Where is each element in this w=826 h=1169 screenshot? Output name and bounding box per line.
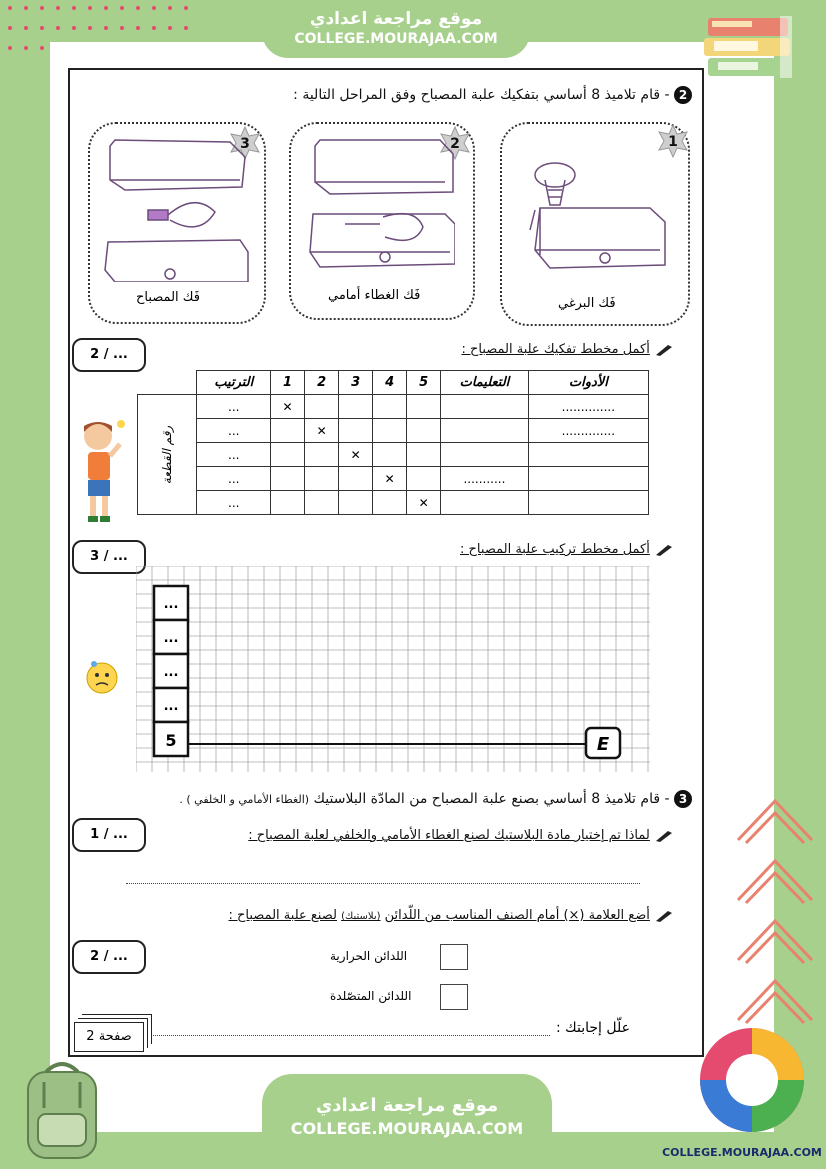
decorative-dot [104, 6, 108, 10]
decorative-dot [136, 26, 140, 30]
step-caption-3: فَك المصباح [136, 290, 200, 305]
table-row [138, 419, 649, 443]
footer-site-arabic: موقع مراجعة اعدادي [315, 1095, 499, 1116]
task-why-plastic-label: لماذا تم إختيار مادة البلاستيك لصنع الغطاء الأمامي والخلفي لعلبة المصباح : [248, 828, 650, 843]
assembly-cell-4: ... [163, 699, 179, 714]
instr-cell[interactable]: ........... [441, 467, 528, 491]
decorative-dot [152, 26, 156, 30]
decorative-dot [72, 26, 76, 30]
x-mark: ✕ [305, 419, 339, 443]
task-mark-type-row [229, 908, 674, 923]
decorative-dot [24, 26, 28, 30]
logo-caption[interactable]: COLLEGE.MOURAJAA.COM [662, 1146, 822, 1159]
thinking-emoji-icon [84, 660, 120, 696]
lamp-box-bulb-illustration [100, 132, 250, 282]
decorative-dot [88, 6, 92, 10]
site-logo-wheel [694, 1024, 816, 1142]
decorative-dot [40, 46, 44, 50]
decorative-dot [24, 46, 28, 50]
header-site-arabic: موقع مراجعة اعدادي [309, 9, 483, 29]
col-order: الترتيب [197, 371, 271, 395]
decorative-dot [8, 46, 12, 50]
answer-line-justify[interactable] [150, 1034, 550, 1036]
table-row [138, 491, 649, 515]
chevron-decoration [732, 795, 818, 1055]
decorative-dot [168, 26, 172, 30]
step-num-3: 3 [240, 136, 250, 152]
assembly-grid [136, 566, 650, 772]
q3-title: قام تلاميذ 8 أساسي بصنع علبة المصباح من المادّة البلاستيك [313, 791, 661, 807]
decorative-dot [24, 6, 28, 10]
decorative-dot [184, 26, 188, 30]
tools-cell[interactable] [528, 443, 648, 467]
instr-cell[interactable] [441, 395, 528, 419]
step-caption-1: فَك البرغي [558, 296, 616, 311]
step-num-2: 2 [450, 136, 460, 152]
col-instructions: التعليمات [441, 371, 528, 395]
task-mark-type-end: لصنع علبة المصباح : [228, 908, 337, 923]
decorative-dot [40, 26, 44, 30]
x-mark: ✕ [373, 467, 407, 491]
task-disassembly-row [461, 342, 674, 357]
option-thermoset: اللدائن المتصّلدة [330, 989, 412, 1003]
header-site-url[interactable]: COLLEGE.MOURAJAA.COM [294, 31, 498, 47]
table-row [138, 395, 649, 419]
side-label: رقم القطعة [160, 425, 175, 484]
pencil-icon [654, 909, 674, 923]
tools-cell[interactable] [528, 467, 648, 491]
task-why-plastic-row [248, 828, 674, 843]
instr-cell[interactable] [441, 419, 528, 443]
q2-title-row [293, 86, 692, 104]
answer-line-why[interactable] [126, 882, 640, 884]
decorative-dot [152, 6, 156, 10]
col-1: 1 [271, 371, 305, 395]
instr-cell[interactable] [441, 491, 528, 515]
footer-site-url[interactable]: COLLEGE.MOURAJAA.COM [290, 1119, 524, 1138]
decorative-dot [8, 6, 12, 10]
tools-cell[interactable]: .............. [528, 395, 648, 419]
q2-title: قام تلاميذ 8 أساسي بتفكيك علبة المصباح وفق المراحل التالية : [293, 87, 661, 103]
q2-dash: - [660, 87, 670, 103]
tools-cell[interactable] [528, 491, 648, 515]
assembly-cell-5: 5 [165, 731, 177, 750]
order-cell[interactable]: ... [197, 491, 271, 515]
decorative-dot [72, 6, 76, 10]
footer-tab [262, 1074, 552, 1169]
disassembly-table [137, 370, 649, 515]
step-num-1: 1 [668, 134, 678, 150]
x-mark: ✕ [407, 491, 441, 515]
decorative-dot [104, 26, 108, 30]
assembly-cell-1: ... [163, 597, 179, 612]
books-icon [700, 10, 800, 90]
backpack-icon [14, 1058, 110, 1164]
checkbox-thermoset[interactable] [440, 984, 468, 1010]
option-thermoplastic: اللدائن الحرارية [330, 949, 408, 963]
step-caption-2: فَك الغطاء أمامي [328, 288, 421, 303]
pencil-icon [654, 829, 674, 843]
col-tools: الأدوات [528, 371, 648, 395]
score-box-plastic-type: 2 / ... [72, 940, 146, 974]
col-4: 4 [373, 371, 407, 395]
task-mark-type-note: (بلاستيك) [341, 911, 381, 922]
col-5: 5 [407, 371, 441, 395]
q3-dash: - [660, 791, 670, 807]
x-mark: ✕ [271, 395, 305, 419]
decorative-dot [8, 26, 12, 30]
decorative-dot [40, 6, 44, 10]
assembly-cell-2: ... [163, 631, 179, 646]
tools-cell[interactable]: .............. [528, 419, 648, 443]
order-cell[interactable]: ... [197, 443, 271, 467]
task-mark-type-label: أضع العلامة (×) أمام الصنف المناسب من اللّدائن [384, 908, 650, 923]
decorative-dot [88, 26, 92, 30]
assembly-cell-3: ... [163, 665, 179, 680]
side-label-cell [138, 395, 197, 515]
score-box-disassembly: 2 / ... [72, 338, 146, 372]
order-cell[interactable]: ... [197, 395, 271, 419]
decorative-dot [120, 6, 124, 10]
table-row [138, 467, 649, 491]
checkbox-thermoplastic[interactable] [440, 944, 468, 970]
page-number-label: صفحة 2 [86, 1029, 132, 1044]
table-row [138, 443, 649, 467]
order-cell[interactable]: ... [197, 419, 271, 443]
decorative-dot [168, 6, 172, 10]
q2-number: 2 [674, 86, 692, 104]
page-number-badge [74, 1022, 144, 1052]
lamp-box-screw-illustration [520, 150, 670, 280]
task-assembly-row [460, 542, 674, 557]
instr-cell[interactable] [441, 443, 528, 467]
score-box-assembly: 3 / ... [72, 540, 146, 574]
x-mark: ✕ [339, 443, 373, 467]
decorative-dot [56, 26, 60, 30]
order-cell[interactable]: ... [197, 467, 271, 491]
score-box-why-plastic: 1 / ... [72, 818, 146, 852]
pencil-icon [654, 543, 674, 557]
pencil-icon [654, 343, 674, 357]
assembly-end-label: E [596, 734, 610, 755]
task-assembly-label: أكمل مخطط تركيب علبة المصباح : [460, 542, 650, 557]
boy-character-illustration [76, 416, 126, 524]
justify-label: علّل إجابتك : [556, 1020, 630, 1036]
col-3: 3 [339, 371, 373, 395]
q3-title-note: (الغطاء الأمامي و الخلفي ) . [179, 793, 310, 806]
task-disassembly-label: أكمل مخطط تفكيك علبة المصباح : [461, 342, 650, 357]
header-tab [262, 0, 530, 58]
q3-title-row [179, 790, 692, 808]
decorative-dot [184, 6, 188, 10]
decorative-dot [120, 26, 124, 30]
lamp-box-front-cover-illustration [305, 132, 455, 282]
decorative-dot [136, 6, 140, 10]
decorative-dot [56, 6, 60, 10]
col-2: 2 [305, 371, 339, 395]
q3-number: 3 [674, 790, 692, 808]
